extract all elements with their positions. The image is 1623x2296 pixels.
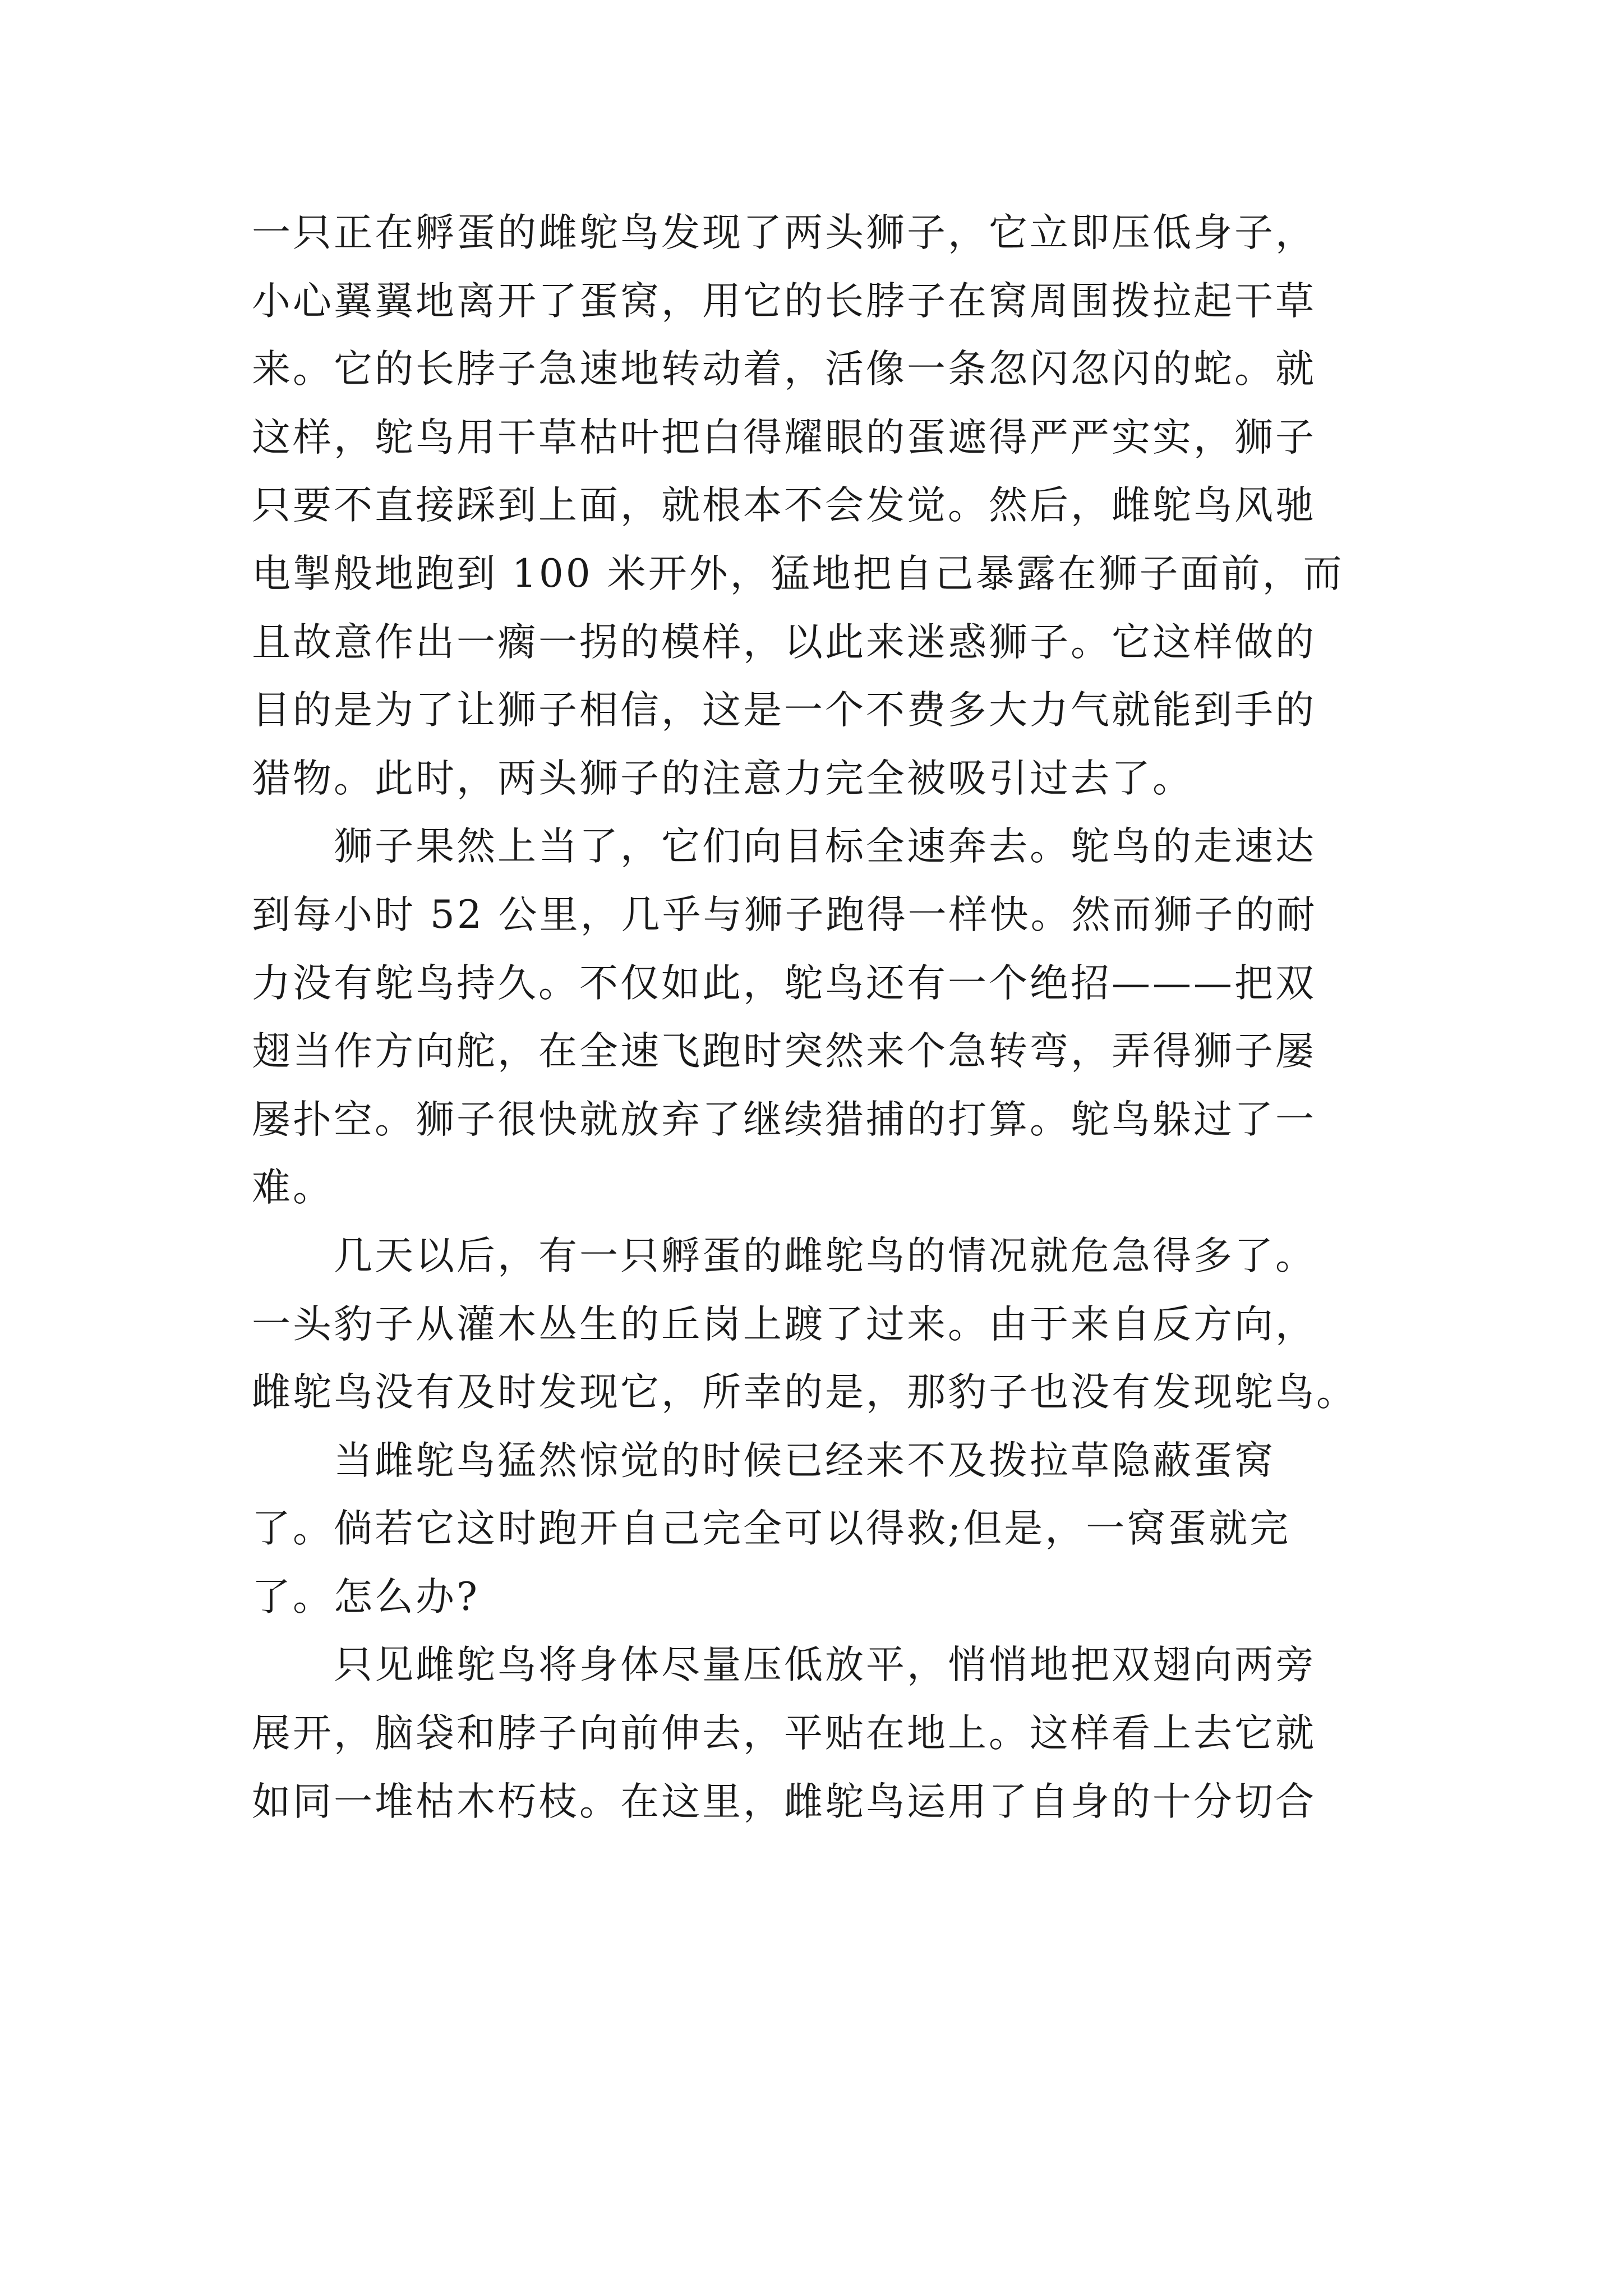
text-line: 这样，鸵鸟用干草枯叶把白得耀眼的蛋遮得严严实实，狮子 <box>252 415 1316 460</box>
text-line: 屡扑空。狮子很快就放弃了继续猎捕的打算。鸵鸟躲过了一 <box>252 1097 1316 1142</box>
text-line: 难。 <box>252 1165 334 1211</box>
text-line: 雌鸵鸟没有及时发现它，所幸的是，那豹子也没有发现鸵鸟。 <box>252 1370 1357 1415</box>
text-line: 猎物。此时，两头狮子的注意力完全被吸引过去了。 <box>252 756 1193 801</box>
text-line: 展开，脑袋和脖子向前伸去，平贴在地上。这样看上去它就 <box>252 1711 1316 1756</box>
paragraph-first-line: 狮子果然上当了，它们向目标全速奔去。鸵鸟的走速达 <box>334 824 1316 869</box>
text-line: 如同一堆枯木朽枝。在这里，雌鸵鸟运用了自身的十分切合 <box>252 1779 1316 1824</box>
paragraph-first-line: 几天以后，有一只孵蛋的雌鸵鸟的情况就危急得多了。 <box>334 1233 1316 1278</box>
paragraph-first-line: 只见雌鸵鸟将身体尽量压低放平，悄悄地把双翅向两旁 <box>334 1642 1316 1688</box>
text-line: 到每小时 52 公里，几乎与狮子跑得一样快。然而狮子的耐 <box>252 892 1317 937</box>
text-line: 力没有鸵鸟持久。不仅如此，鸵鸟还有一个绝招———把双 <box>252 960 1316 1006</box>
text-line: 了。倘若它这时跑开自己完全可以得救;但是，一窝蛋就完 <box>252 1506 1291 1552</box>
text-line: 翅当作方向舵，在全速飞跑时突然来个急转弯，弄得狮子屡 <box>252 1029 1316 1074</box>
body-text <box>252 199 1385 1836</box>
text-line: 电掣般地跑到 100 米开外，猛地把自己暴露在狮子面前，而 <box>252 551 1344 596</box>
text-line: 一只正在孵蛋的雌鸵鸟发现了两头狮子，它立即压低身子， <box>252 210 1316 255</box>
paragraph-first-line: 当雌鸵鸟猛然惊觉的时候已经来不及拨拉草隐蔽蛋窝 <box>334 1438 1275 1483</box>
text-line: 小心翼翼地离开了蛋窝，用它的长脖子在窝周围拨拉起干草 <box>252 278 1316 324</box>
text-line: 来。它的长脖子急速地转动着，活像一条忽闪忽闪的蛇。就 <box>252 347 1316 392</box>
text-line: 一头豹子从灌木丛生的丘岗上踱了过来。由于来自反方向， <box>252 1301 1316 1347</box>
text-line: 只要不直接踩到上面，就根本不会发觉。然后，雌鸵鸟风驰 <box>252 483 1316 528</box>
text-line: 了。怎么办? <box>252 1574 479 1619</box>
text-line: 目的是为了让狮子相信，这是一个不费多大力气就能到手的 <box>252 688 1316 733</box>
text-line: 且故意作出一瘸一拐的模样，以此来迷惑狮子。它这样做的 <box>252 619 1316 665</box>
